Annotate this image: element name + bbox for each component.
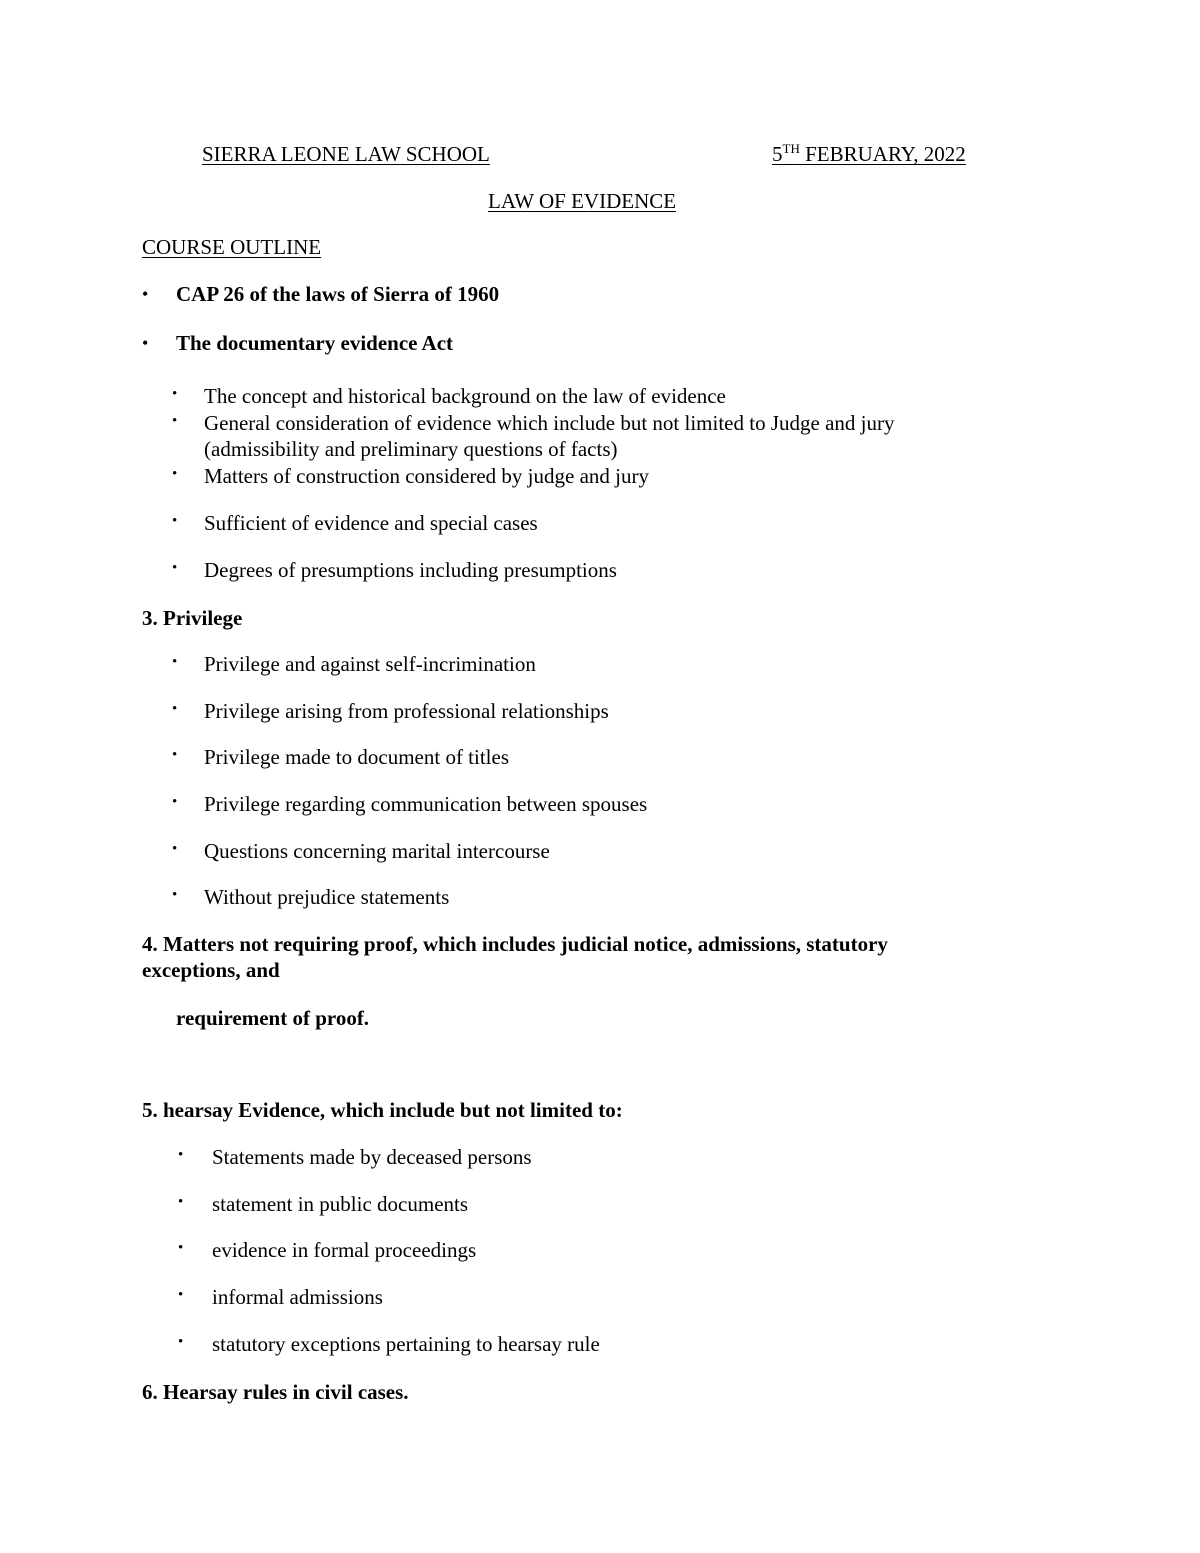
section-6-heading: 6. Hearsay rules in civil cases. bbox=[142, 1380, 409, 1404]
bullet-icon: • bbox=[172, 747, 178, 763]
list-item: Degrees of presumptions including presumptions bbox=[204, 558, 617, 582]
list-item: Privilege made to document of titles bbox=[204, 745, 510, 769]
course-outline-heading: COURSE OUTLINE bbox=[142, 235, 322, 259]
list-item: statutory exceptions pertaining to hearsay rule bbox=[212, 1332, 600, 1356]
bullet-icon: • bbox=[172, 654, 178, 670]
section-4-heading-continuation: exceptions, and bbox=[142, 958, 280, 982]
list-item: The concept and historical background on the law of evidence bbox=[204, 384, 726, 408]
bullet-icon: • bbox=[178, 1194, 184, 1210]
bullet-icon: • bbox=[172, 841, 178, 857]
list-item-continuation: (admissibility and preliminary questions of facts) bbox=[204, 437, 618, 461]
bullet-icon: • bbox=[172, 386, 178, 402]
list-item: informal admissions bbox=[212, 1285, 383, 1309]
list-item: General consideration of evidence which include but not limited to Judge and jury bbox=[204, 411, 895, 435]
list-item: Without prejudice statements bbox=[204, 885, 450, 909]
bullet-icon: • bbox=[172, 413, 178, 429]
intro-item: The documentary evidence Act bbox=[176, 331, 454, 355]
list-item: Questions concerning marital intercourse bbox=[204, 839, 550, 863]
list-item: statement in public documents bbox=[212, 1192, 469, 1216]
date-month-year: FEBRUARY, 2022 bbox=[799, 142, 966, 166]
intro-item: CAP 26 of the laws of Sierra of 1960 bbox=[176, 282, 500, 306]
list-item: Sufficient of evidence and special cases bbox=[204, 511, 538, 535]
bullet-icon: • bbox=[178, 1240, 184, 1256]
list-item: Statements made by deceased persons bbox=[212, 1145, 532, 1169]
document-date bbox=[772, 142, 966, 167]
list-item: Privilege arising from professional relationships bbox=[204, 699, 609, 723]
bullet-icon: • bbox=[142, 333, 149, 353]
section-4-heading: 4. Matters not requiring proof, which includes judicial notice, admissions, statutory bbox=[142, 932, 888, 956]
school-name: SIERRA LEONE LAW SCHOOL bbox=[202, 142, 490, 166]
list-item: Matters of construction considered by judge and jury bbox=[204, 464, 649, 488]
bullet-icon: • bbox=[178, 1147, 184, 1163]
bullet-icon: • bbox=[172, 794, 178, 810]
section-5-heading: 5. hearsay Evidence, which include but not limited to: bbox=[142, 1098, 623, 1122]
section-3-heading: 3. Privilege bbox=[142, 606, 243, 630]
bullet-icon: • bbox=[172, 466, 178, 482]
bullet-icon: • bbox=[172, 560, 178, 576]
document-title: LAW OF EVIDENCE bbox=[488, 189, 677, 213]
bullet-icon: • bbox=[172, 701, 178, 717]
date-suffix: TH bbox=[782, 141, 800, 156]
bullet-icon: • bbox=[178, 1287, 184, 1303]
bullet-icon: • bbox=[172, 887, 178, 903]
list-item: Privilege and against self-incrimination bbox=[204, 652, 536, 676]
bullet-icon: • bbox=[172, 513, 178, 529]
bullet-icon: • bbox=[178, 1334, 184, 1350]
list-item: Privilege regarding communication between spouses bbox=[204, 792, 648, 816]
bullet-icon: • bbox=[142, 284, 149, 304]
date-day: 5 bbox=[772, 142, 783, 166]
section-4-heading-continuation: requirement of proof. bbox=[176, 1006, 370, 1030]
list-item: evidence in formal proceedings bbox=[212, 1238, 477, 1262]
